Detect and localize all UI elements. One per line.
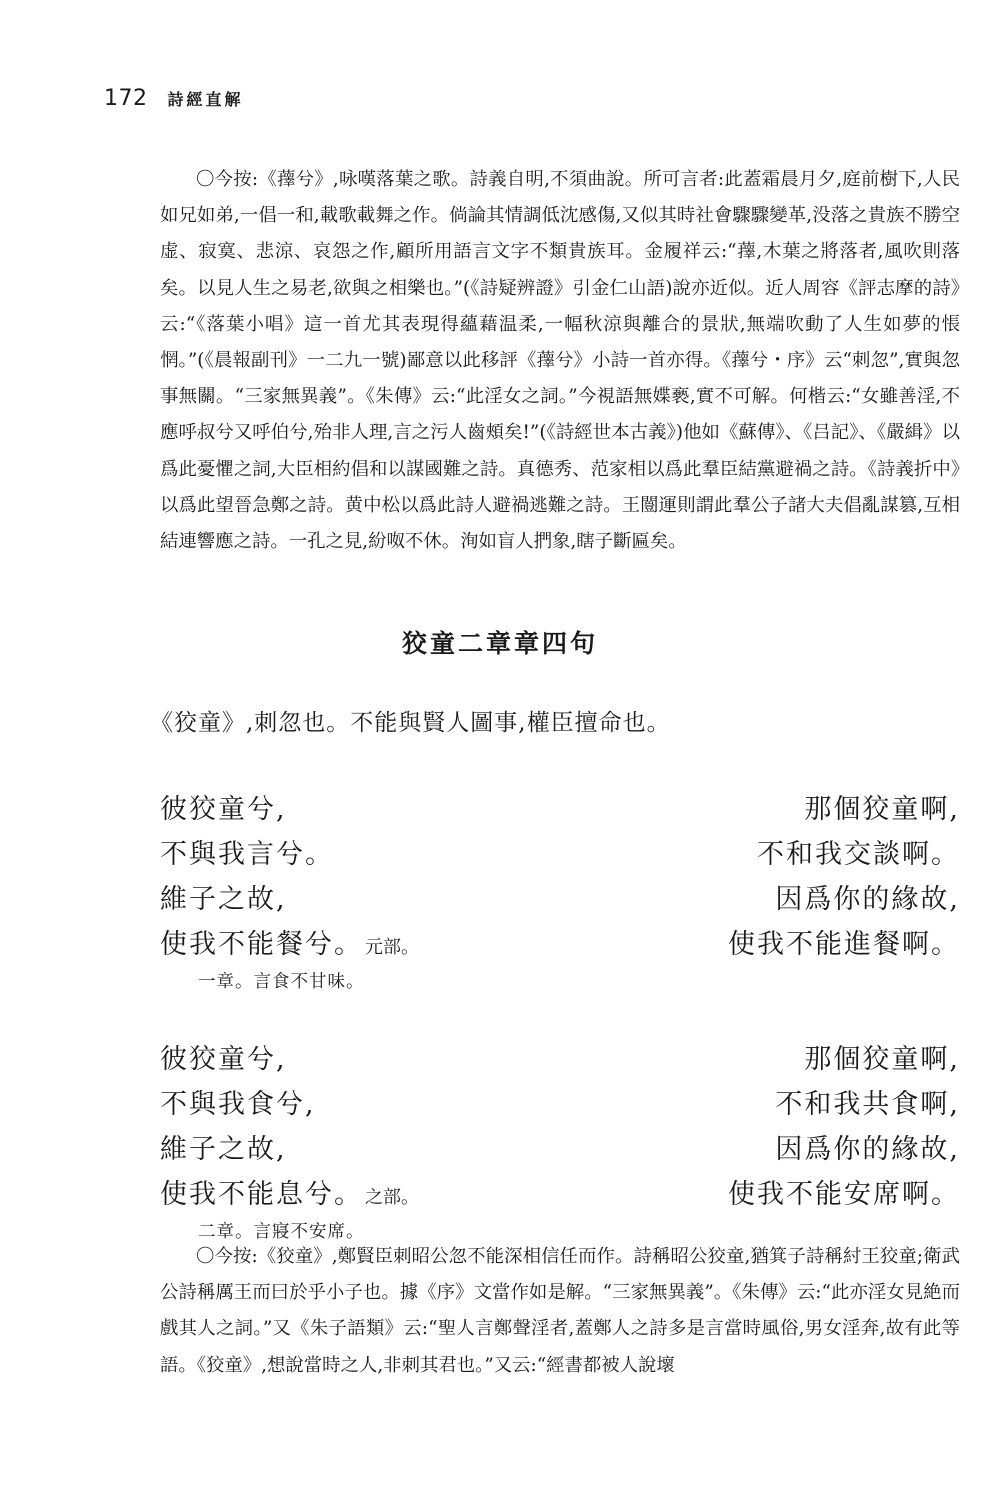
page-header bbox=[104, 86, 244, 116]
poem-line bbox=[160, 829, 960, 874]
poem-line bbox=[160, 919, 960, 964]
original-line: 使我不能餐兮。 bbox=[160, 929, 363, 960]
poem-line bbox=[160, 1034, 960, 1079]
rhyme-note: 之部。 bbox=[365, 1187, 419, 1208]
poem-line bbox=[160, 784, 960, 829]
translation-line: 不和我交談啊。 bbox=[757, 839, 960, 870]
original-line: 維子之故, bbox=[160, 884, 287, 915]
poem-preface: 《狡童》,刺忽也。不能與賢人圖事,權臣擅命也。 bbox=[150, 710, 671, 736]
translation-line: 不和我共食啊, bbox=[775, 1089, 960, 1120]
book-title: 詩經直解 bbox=[167, 90, 244, 109]
page-number: 172 bbox=[104, 86, 148, 111]
translation-line: 使我不能進餐啊。 bbox=[728, 929, 960, 960]
chapter-note: 一章。言食不甘味。 bbox=[198, 972, 365, 992]
poem-title: 狡童二章章四句 bbox=[401, 629, 598, 658]
commentary-paragraph-1: 〇今按:《蘀兮》,咏嘆落葉之歌。詩義自明,不須曲說。所可言者:此蓋霜晨月夕,庭前樹下,人民如兄如弟,一倡一和,載歌載舞之作。倘論其情調低沈感傷,又似其時社會驟驟變革,没落之貴族不勝空虚、寂寞、悲涼、哀怨之作,顧所用語言文字不類貴族耳。金履祥云:“蘀,木葉之將落者,風吹則落矣。以見人生之易老,欲與之相樂也。”(《詩疑辨證》引金仁山語)說亦近似。近人周容《評志摩的詩》云:“《落葉小唱》這一首尤其表現得蘊藉温柔,一幅秋涼與離合的景狀,無端吹動了人生如夢的悵惘。”(《晨報副刊》一二九一號)鄙意以此移評《蘀兮》小詩一首亦得。《蘀兮・序》云“刺忽”,實與忽事無關。“三家無異義”。《朱傳》云:“此淫女之詞。”今視語無媟褻,實不可解。何楷云:“女雖善淫,不應呼叔兮又呼伯兮,殆非人理,言之污人齒頰矣!”(《詩經世本古義》)他如《蘇傳》、《吕記》、《嚴緝》以爲此憂懼之詞,大臣相約倡和以謀國難之詩。真德秀、范家相以爲此羣臣結黨避禍之詩。《詩義折中》以爲此望晉急鄭之詩。黄中松以爲此詩人避禍逃難之詩。王闓運則謂此羣公子諸大夫倡亂謀篡,互相結連響應之詩。一孔之見,紛呶不休。洵如盲人捫象,瞎子斷匾矣。 bbox=[160, 169, 960, 553]
translation-line: 那個狡童啊, bbox=[804, 794, 960, 825]
poem-line bbox=[160, 1169, 960, 1214]
translation-line: 使我不能安席啊。 bbox=[728, 1179, 960, 1210]
rhyme-note: 元部。 bbox=[365, 937, 419, 958]
stanza-1 bbox=[160, 784, 960, 998]
poem-line bbox=[160, 874, 960, 919]
translation-line: 那個狡童啊, bbox=[804, 1044, 960, 1075]
original-line-group bbox=[160, 922, 419, 961]
stanza-2 bbox=[160, 1034, 960, 1248]
translation-line: 因爲你的緣故, bbox=[775, 1134, 960, 1165]
original-line: 不與我食兮, bbox=[160, 1089, 316, 1120]
original-line: 彼狡童兮, bbox=[160, 794, 287, 825]
poem-line bbox=[160, 1124, 960, 1169]
chapter-note: 二章。言寢不安席。 bbox=[198, 1222, 365, 1242]
original-line: 不與我言兮。 bbox=[160, 839, 334, 870]
original-line-group bbox=[160, 1172, 419, 1211]
poem-line bbox=[160, 1079, 960, 1124]
translation-line: 因爲你的緣故, bbox=[775, 884, 960, 915]
original-line: 使我不能息兮。 bbox=[160, 1179, 363, 1210]
commentary-paragraph-2: 〇今按:《狡童》,鄭賢臣刺昭公忽不能深相信任而作。詩稱昭公狡童,猶箕子詩稱紂王狡童;衛武公詩稱厲王而曰於乎小子也。據《序》文當作如是解。“三家無異義”。《朱傳》云:“此亦淫女見絶而戲其人之詞。”又《朱子語類》云:“聖人言鄭聲淫者,蓋鄭人之詩多是言當時風俗,男女淫奔,故有此等語。《狡童》,想說當時之人,非刺其君也。”又云:“經書都被人說壞 bbox=[160, 1246, 960, 1376]
original-line: 彼狡童兮, bbox=[160, 1044, 287, 1075]
original-line: 維子之故, bbox=[160, 1134, 287, 1165]
